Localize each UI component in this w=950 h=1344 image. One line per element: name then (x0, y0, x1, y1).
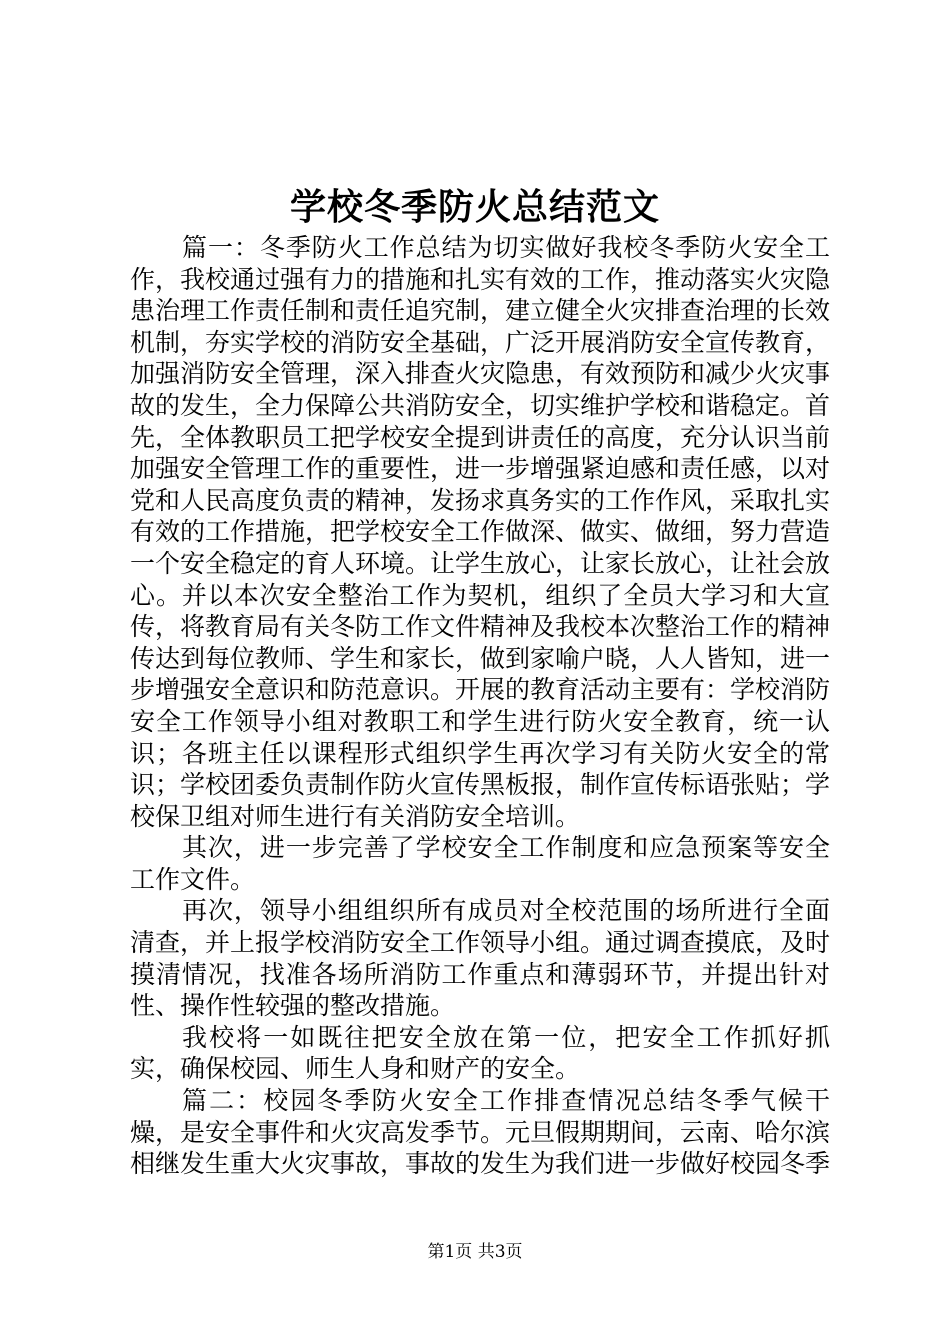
paragraph-3: 再次，领导小组组织所有成员对全校范围的场所进行全面清查，并上报学校消防安全工作领导小组。通过调查摸底，及时摸清情况，找准各场所消防工作重点和薄弱环节，并提出针对性、操作性较强的整改措施。 (130, 896, 831, 1021)
document-title: 学校冬季防火总结范文 (289, 187, 660, 228)
paragraph-1: 篇一：冬季防火工作总结为切实做好我校冬季防火安全工作，我校通过强有力的措施和扎实有效的工作，推动落实火灾隐患治理工作责任制和责任追究制，建立健全火灾排查治理的长效机制，夯实学校的消防安全基础，广泛开展消防安全宣传教育，加强消防安全管理，深入排查火灾隐患，有效预防和减少火灾事故的发生，全力保障公共消防安全，切实维护学校和谐稳定。首先，全体教职员工把学校安全提到讲责任的高度，充分认识当前加强安全管理工作的重要性，进一步增强紧迫感和责任感，以对党和人民高度负责的精神，发扬求真务实的工作作风，采取扎实有效的工作措施，把学校安全工作做深、做实、做细，努力营造一个安全稳定的育人环境。让学生放心，让家长放心，让社会放心。并以本次安全整治工作为契机，组织了全员大学习和大宣传，将教育局有关冬防工作文件精神及我校本次整治工作的精神传达到每位教师、学生和家长，做到家喻户晓，人人皆知，进一步增强安全意识和防范意识。开展的教育活动主要有：学校消防安全工作领导小组对教职工和学生进行防火安全教育，统一认识；各班主任以课程形式组织学生再次学习有关防火安全的常识；学校团委负责制作防火宣传黑板报，制作宣传标语张贴；学校保卫组对师生进行有关消防安全培训。 (130, 233, 831, 831)
page-number-footer: 第1页 共3页 (427, 1242, 523, 1262)
paragraph-4: 我校将一如既往把安全放在第一位，把安全工作抓好抓实，确保校园、师生人身和财产的安全。 (130, 1022, 830, 1084)
paragraph-2: 其次，进一步完善了学校安全工作制度和应急预案等安全工作文件。 (130, 833, 830, 894)
document-body (130, 232, 830, 1180)
paragraph-5: 篇二：校园冬季防火安全工作排查情况总结冬季气候干燥，是安全事件和火灾高发季节。元旦假期期间，云南、哈尔滨相继发生重大火灾事故，事故的发生为我们进一步做好校园冬季 (130, 1086, 831, 1179)
